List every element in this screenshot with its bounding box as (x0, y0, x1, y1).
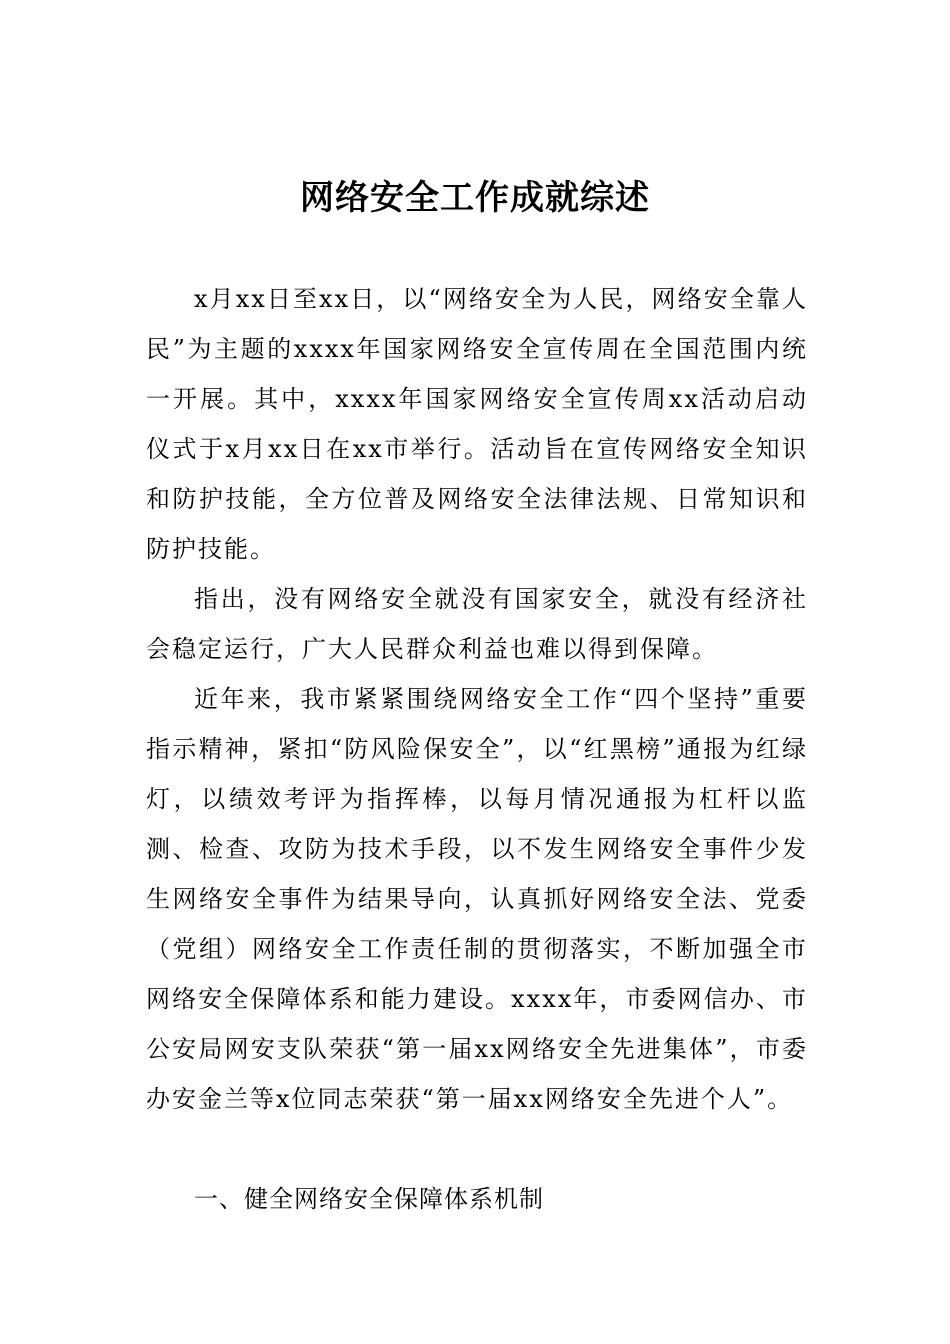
document-title: 网络安全工作成就综述 (300, 178, 650, 218)
paragraph-achievements: 近年来，我市紧紧围绕网络安全工作“四个坚持”重要指示精神，紧扣“防风险保安全”，以“红黑榜”通报为红绿灯，以绩效考评为指挥棒，以每月情况通报为杠杆以监测、检查、攻防为技术手段，以不发生网络安全事件少发生网络安全事件为结果导向，认真抓好网络安全法、党委（党组）网络安全工作责任制的贯彻落实，不断加强全市网络安全保障体系和能力建设。xxxx年，市委网信办、市公安局网安支队荣获“第一届xx网络安全先进集体”，市委办安金兰等x位同志荣获“第一届xx网络安全先进个人”。 (146, 685, 808, 1113)
document-body (146, 274, 808, 1124)
paragraph-intro: x月xx日至xx日，以“网络安全为人民，网络安全靠人民”为主题的xxxx年国家网络安全宣传周在全国范围内统一开展。其中，xxxx年国家网络安全宣传周xx活动启动仪式于x月xx日在xx市举行。活动旨在宣传网络安全知识和防护技能，全方位普及网络安全法律法规、日常知识和防护技能。 (146, 285, 808, 563)
paragraph-statement: 指出，没有网络安全就没有国家安全，就没有经济社会稳定运行，广大人民群众利益也难以得到保障。 (146, 585, 808, 663)
section-heading: 一、健全网络安全保障体系机制 (194, 1185, 544, 1213)
